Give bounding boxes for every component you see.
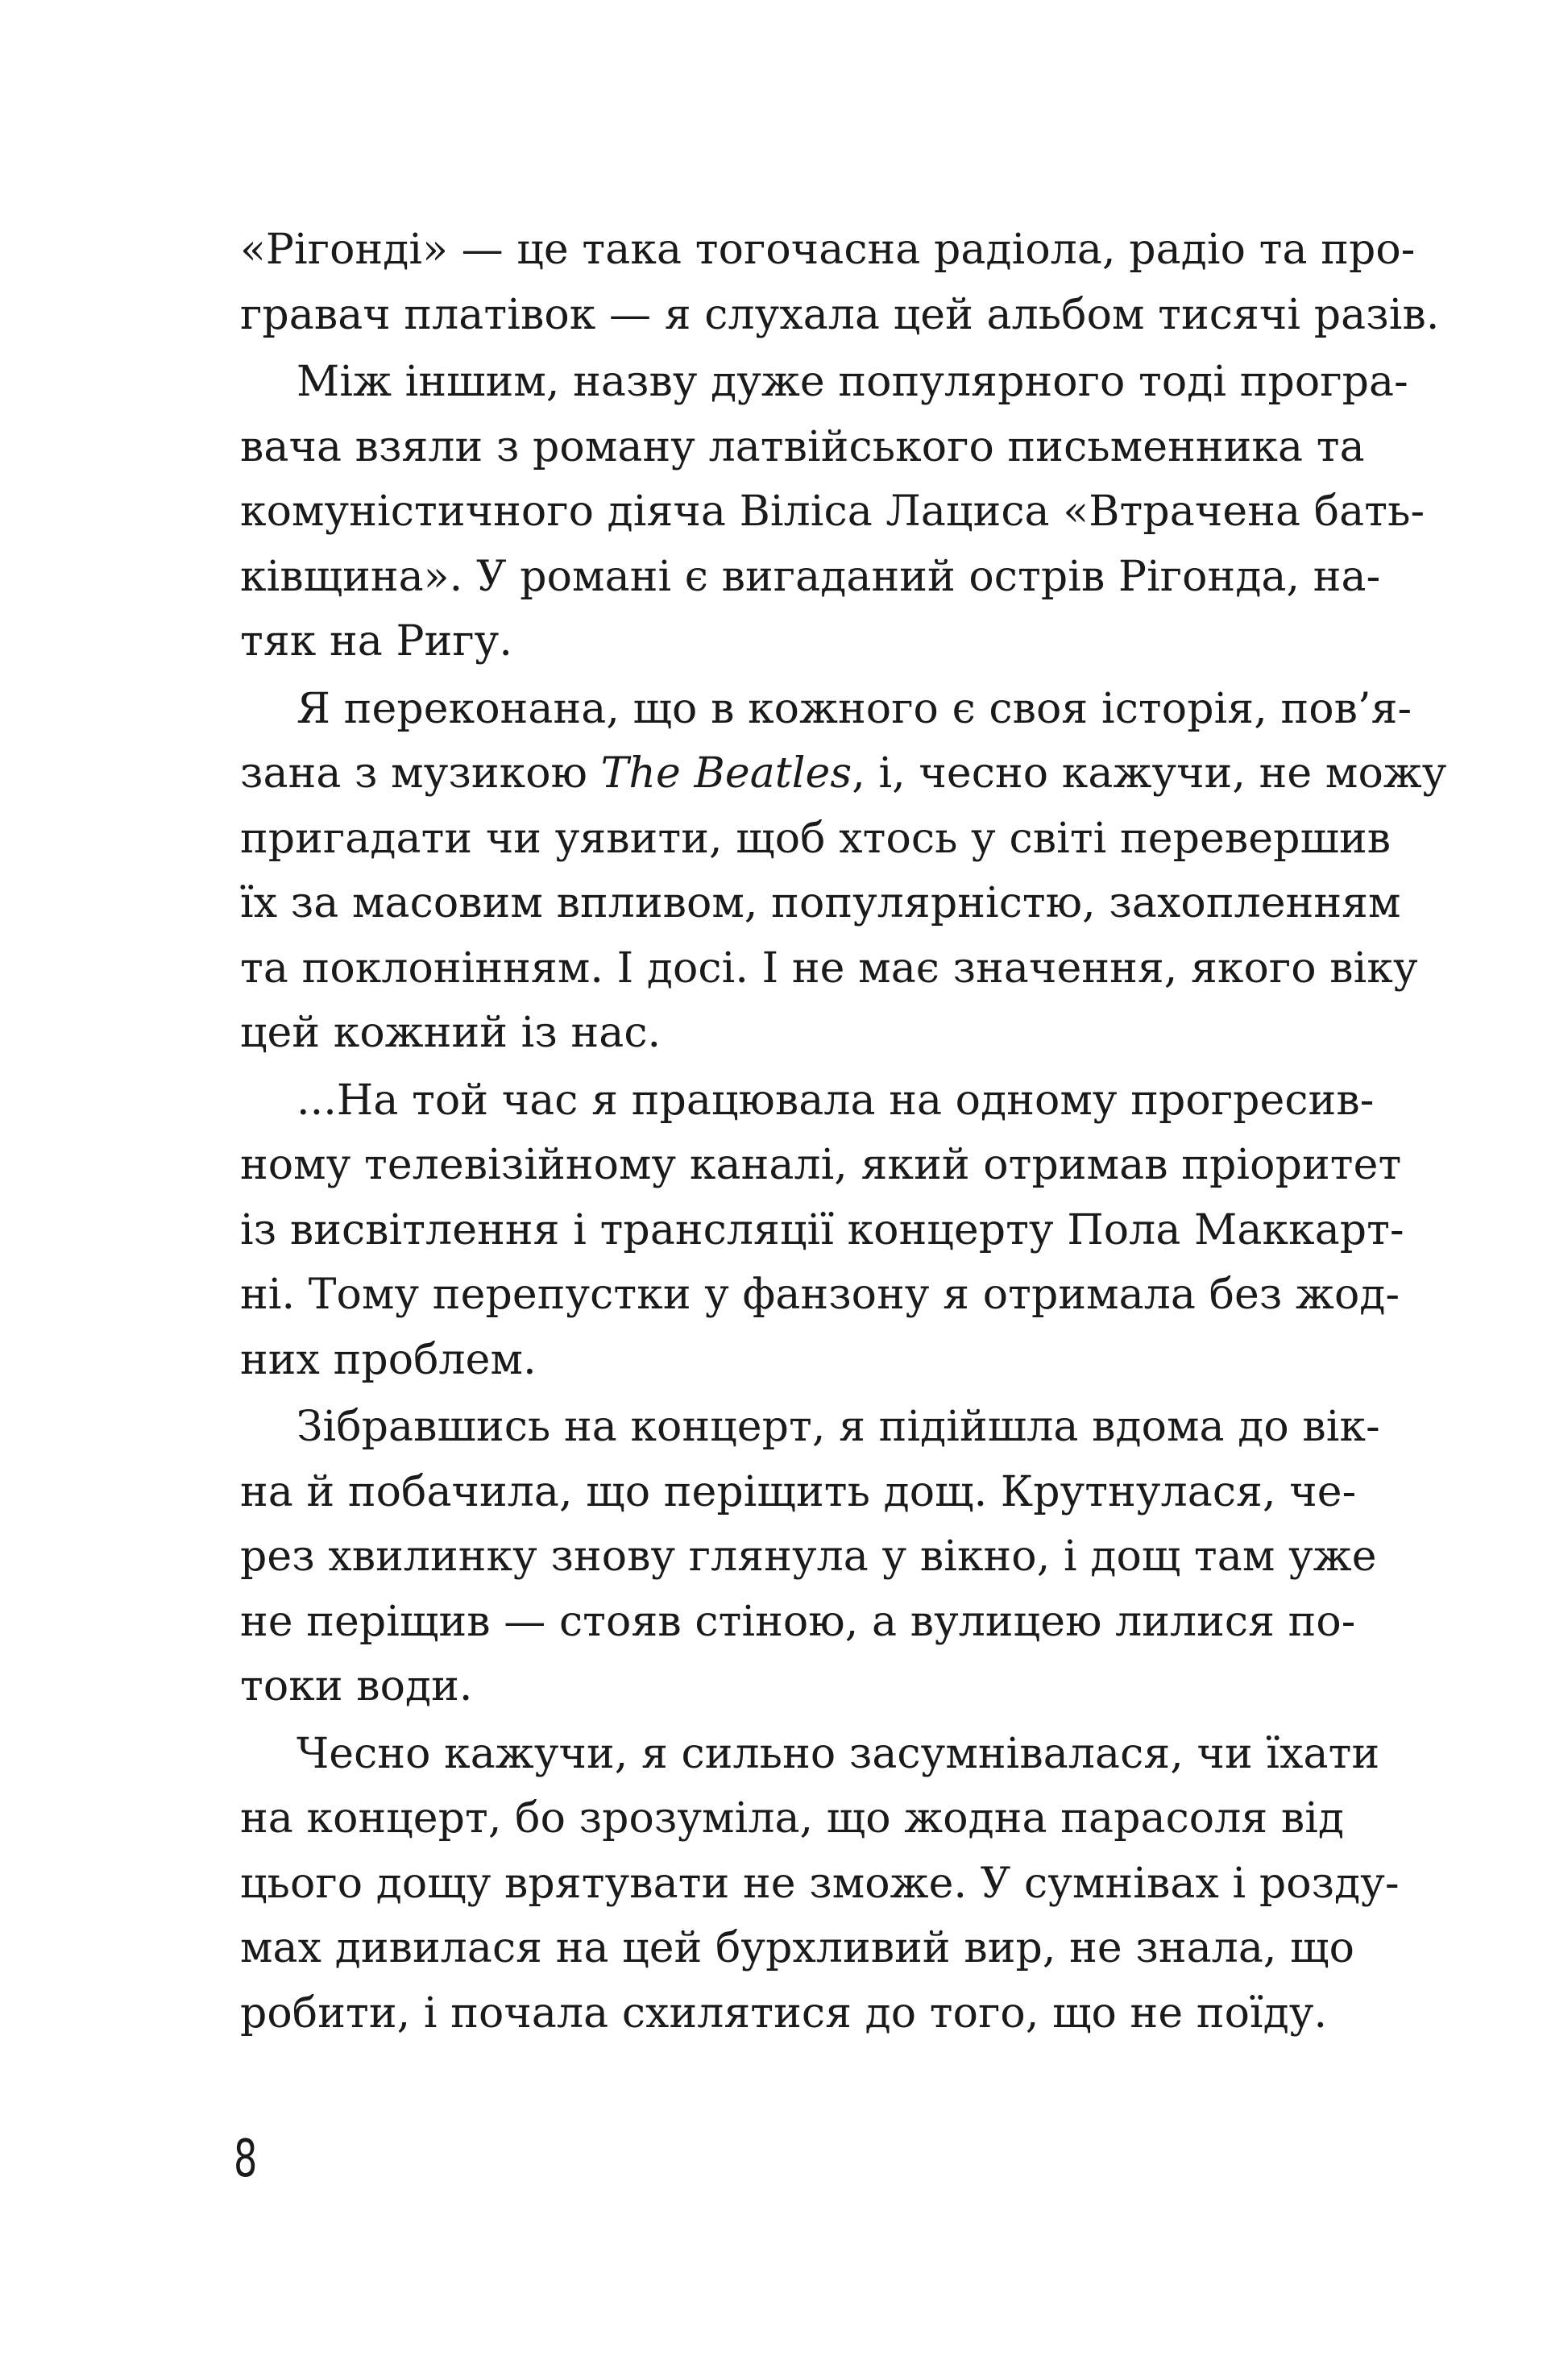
text-line: тяк на Ригу. (240, 617, 513, 665)
text-line: «Рігонді» — це така тогочасна радіола, радіо та про- (240, 226, 1416, 274)
text-line: мах дивилася на цей бурхливий вир, не знала, що (240, 1924, 1355, 1972)
paragraph (240, 1395, 1380, 1719)
page-number: 8 (234, 2129, 258, 2189)
text-line: токи води. (240, 1662, 473, 1710)
page-body-text (240, 218, 1447, 2046)
text-line: із висвітлення і трансляції концерту Пола Маккарт- (240, 1205, 1404, 1254)
text-line: вача взяли з роману латвійського письменника та (240, 422, 1365, 471)
paragraph (240, 218, 1440, 347)
paragraph (240, 677, 1447, 1066)
paragraph (240, 1722, 1400, 2046)
text-line: їх за масовим впливом, популярністю, захопленням (240, 879, 1401, 927)
text-line: комуністичного діяча Віліса Лациса «Втрачена бать- (240, 487, 1425, 536)
italic-band-name: The Beatles (600, 749, 852, 798)
text-line: на й побачила, що періщить дощ. Крутнулася, че- (240, 1467, 1357, 1516)
text-line: не періщив — стояв стіною, а вулицею лилися по- (240, 1597, 1356, 1646)
text-line: цього дощу врятувати не зможе. У сумнівах і розду- (240, 1859, 1400, 1908)
text-line: рез хвилинку знову глянула у вікно, і дощ там уже (240, 1532, 1377, 1581)
text-line: Зібравшись на концерт, я підійшла вдома до вік- (297, 1403, 1380, 1451)
text-line: ківщина». У романі є вигаданий острів Рігонда, на- (240, 552, 1381, 601)
text-line: цей кожний із нас. (240, 1009, 662, 1057)
text-line: них проблем. (240, 1335, 537, 1384)
paragraph (240, 1068, 1404, 1393)
text-line: на концерт, бо зрозуміла, що жодна парасоля від (240, 1794, 1345, 1843)
text-line: Я переконана, що в кожного є своя історія, пов’я- (297, 684, 1412, 733)
paragraph (240, 350, 1425, 674)
text-line: робити, і почала схилятися до того, що не поїду. (240, 1988, 1328, 2038)
text-line: Між іншим, назву дуже популярного тоді програ- (297, 358, 1408, 406)
text-line: ...На той час я працювала на одному прогресив- (297, 1076, 1375, 1125)
text-line: ному телевізійному каналі, який отримав пріоритет (240, 1141, 1402, 1189)
text-line: пригадати чи уявити, щоб хтось у світі перевершив (240, 814, 1391, 863)
text-line: та поклонінням. І досі. І не має значення, якого віку (240, 943, 1418, 993)
text-line: гравач платівок — я слухала цей альбом тисячі разів. (240, 290, 1440, 339)
text-line: зана з музикою The Beatles, і, чесно кажучи, не можу (240, 749, 1447, 798)
text-line: ні. Тому перепустки у фанзону я отримала без жод- (240, 1271, 1400, 1319)
text-line: Чесно кажучи, я сильно засумнівалася, чи їхати (297, 1729, 1380, 1778)
